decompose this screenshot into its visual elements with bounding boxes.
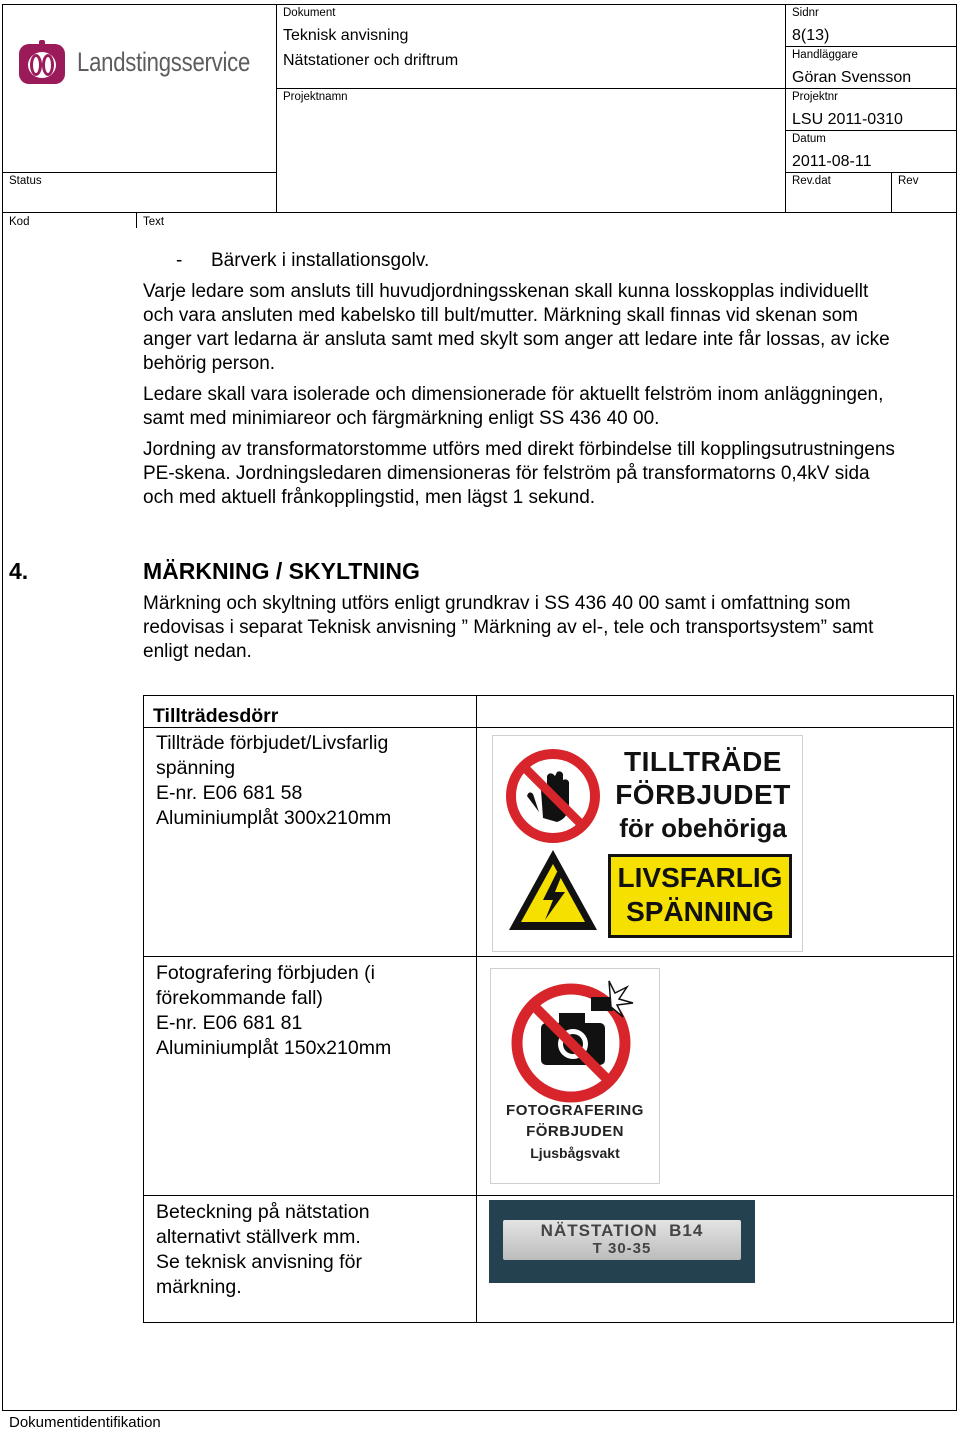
cell-line: spänning [156,757,236,779]
sign-text-line: NÄTSTATION B14 [540,1221,704,1240]
dokument-title: Teknisk anvisning [283,27,409,44]
header-divider [785,4,786,212]
dokument-label: Dokument [283,7,336,19]
document-id-label: Dokumentidentifikation [9,1414,161,1431]
kod-divider [136,212,137,228]
livsfarlig-panel [608,854,792,938]
logo-mark-icon [17,38,69,88]
natstation-plate [503,1220,741,1260]
bullet-dash: - [176,250,183,271]
datum-value: 2011-08-11 [792,153,872,170]
table-cell-description [156,1200,370,1300]
header-divider [785,172,957,173]
sign-text-line: T 30-35 [592,1240,652,1257]
section-number: 4. [9,558,29,584]
sign-text-line: Ljusbågsvakt [530,1145,620,1161]
sign-natstation-photo [489,1200,755,1283]
sign-text-line: FÖRBJUDEN [526,1123,624,1140]
cell-line: E-nr. E06 681 81 [156,1012,303,1034]
text-label: Text [143,216,165,228]
projektnamn-label: Projektnamn [283,91,348,103]
dokument-subtitle: Nätstationer och driftrum [283,52,459,69]
table-border [143,1322,954,1323]
paragraph: Varje ledare som ansluts till huvudjordningsskenan skall kunna losskopplas individuellt och vara ansluten med kabelsko till bult/mutter. Märkning skall finnas vid skenan som anger vart ledarna är ansluta samt med skylt som anger att ledare inte får lossas, av icke behörig person. [143,281,890,374]
sign-text-line: LIVSFARLIG [617,862,783,893]
table-cell-description [156,731,391,831]
paragraph: Ledare skall vara isolerade och dimensionerade för aktuellt felström inom anläggningen, samt med minimiareor och färgmärkning enligt SS 436 40 00. [143,384,884,429]
table-cell-description [156,961,391,1061]
cell-line: Beteckning på nätstation [156,1201,370,1223]
header-divider [891,172,892,212]
section-title: MÄRKNING / SKYLTNING [143,558,420,584]
no-entry-hand-icon [503,746,603,846]
table-heading: Tillträdesdörr [153,705,279,727]
cell-line: förekommande fall) [156,987,323,1009]
cell-line: Se teknisk anvisning för [156,1251,362,1273]
sign-text-line: SPÄNNING [626,896,774,927]
cell-line: alternativt ställverk mm. [156,1226,361,1248]
no-camera-icon [505,973,645,1103]
bullet-text: Bärverk i installationsgolv. [211,250,430,271]
frame-top [2,4,957,5]
handlaggare-label: Handläggare [792,49,858,61]
kod-label: Kod [9,216,30,228]
sign-fotografering-forbjuden [490,968,660,1184]
cell-line: E-nr. E06 681 58 [156,782,303,804]
logo-text: Landstingsservice [77,47,251,77]
high-voltage-warning-icon [505,846,601,934]
sign-text-line: TILLTRÄDE [624,746,782,777]
frame-right [956,4,957,1411]
sidnr-label: Sidnr [792,7,819,19]
frame-bottom [2,1410,957,1411]
cell-line: Aluminiumplåt 300x210mm [156,807,392,829]
revdat-label: Rev.dat [792,175,831,187]
sidnr-value: 8(13) [792,27,830,44]
sign-text-line: för obehöriga [619,813,787,843]
header-divider [2,212,957,213]
sign-text-line: FOTOGRAFERING [506,1102,644,1119]
cell-line: märkning. [156,1276,242,1298]
rev-label: Rev [898,175,919,187]
company-logo [17,38,267,90]
header-divider [785,46,957,47]
frame-left [2,4,3,1411]
header-divider [2,172,276,173]
paragraph: Märkning och skyltning utförs enligt grundkrav i SS 436 40 00 samt i omfattning som redovisas i separat Teknisk anvisning ” Märkning av el-, tele och transportsystem” samt enligt nedan. [143,593,874,662]
table-border [143,1195,954,1196]
projektnr-value: LSU 2011-0310 [792,111,903,128]
cell-line: Aluminiumplåt 150x210mm [156,1037,392,1059]
header-divider [276,88,957,89]
table-border [143,956,954,957]
paragraph: Jordning av transformatorstomme utförs med direkt förbindelse till kopplingsutrustningens PE-skena. Jordningsledaren dimensioneras för felström på transformatorns 0,4kV sida och med aktuell frånkopplingstid, men lägst 1 sekund. [143,439,895,508]
sign-text-line: FÖRBJUDET [615,779,791,810]
table-border [953,695,954,1323]
table-border [143,695,144,1323]
cell-line: Fotografering förbjuden (i [156,962,375,984]
status-label: Status [9,175,42,187]
header-divider [276,4,277,212]
handlaggare-value: Göran Svensson [792,69,912,86]
datum-label: Datum [792,133,826,145]
table-border [476,695,477,1323]
table-border [143,695,954,696]
cell-line: Tillträde förbjudet/Livsfarlig [156,732,389,754]
projektnr-label: Projektnr [792,91,839,103]
header-divider [785,130,957,131]
sign-tilltrade-forbjudet [492,735,803,952]
